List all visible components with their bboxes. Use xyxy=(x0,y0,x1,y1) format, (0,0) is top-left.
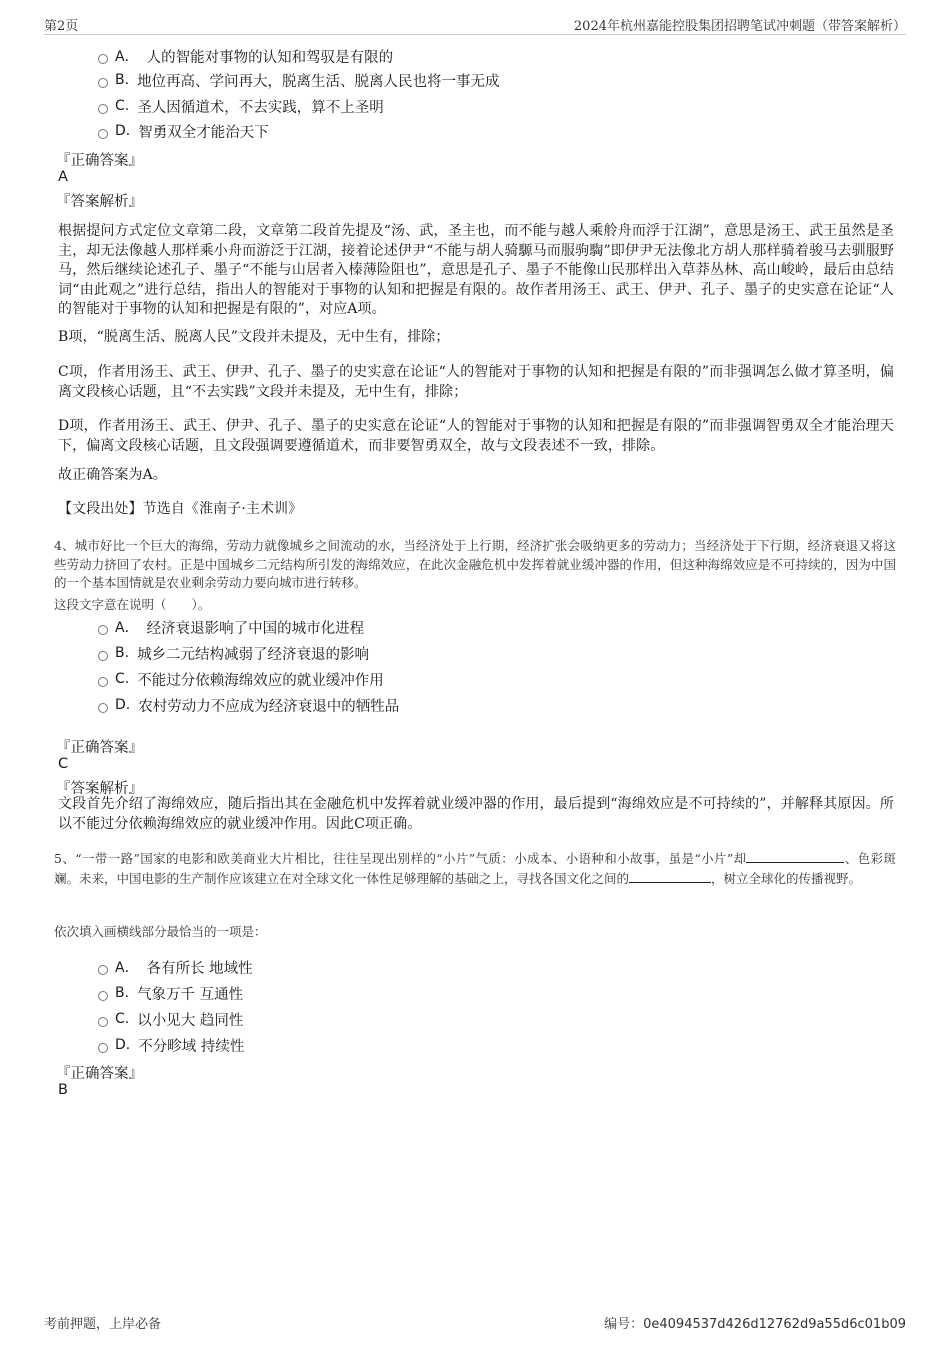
radio-icon[interactable] xyxy=(98,703,108,713)
radio-icon[interactable] xyxy=(98,965,108,975)
option-text: 气象万千 互通性 xyxy=(137,986,244,1003)
q4-option-a[interactable] xyxy=(98,617,364,637)
option-letter: D. xyxy=(115,1037,131,1053)
fill-blank-1 xyxy=(746,849,844,863)
document-title: 2024年杭州嘉能控股集团招聘笔试冲刺题（带答案解析） xyxy=(573,19,906,34)
option-text: 经济衰退影响了中国的城市化进程 xyxy=(146,620,365,637)
q4-option-d[interactable] xyxy=(98,695,399,715)
option-letter: B. xyxy=(115,72,130,88)
footer-slogan: 考前押题，上岸必备 xyxy=(44,1317,162,1332)
q5-stem xyxy=(54,849,896,888)
q5-option-d[interactable] xyxy=(98,1035,244,1055)
q5-option-b[interactable] xyxy=(98,983,243,1003)
fill-blank-2 xyxy=(629,869,711,883)
option-letter: C. xyxy=(115,671,130,687)
radio-icon[interactable] xyxy=(98,1043,108,1053)
option-letter: C. xyxy=(115,1011,130,1027)
q4-prompt: 这段文字意在说明（ ）。 xyxy=(54,597,211,612)
q3-analysis-paragraph: 根据提问方式定位文章第二段，文章第二段首先提及“汤、武，圣主也，而不能与越人乘舲舟而浮于江湖”，意思是汤王、武王虽然是圣主，却无法像越人那样乘小舟而游泛于江湖，接着论述伊尹“不能与胡人骑騵马而服驹騊”即伊尹无法像北方胡人那样骑着骏马去驯服野马，然后继续论述孔子、墨子“不能与山居者入榛薄险阻也”，意思是孔子、墨子不能像山民那样出入草莽丛林、高山峻岭，最后由总结词“由此观之”进行总结，指出人的智能对于事物的认知和把握是有限的。故作者用汤王、武王、伊尹、孔子、墨子的史实意在论证“人的智能对于事物的认知和把握是有限的”，对应A项。 xyxy=(58,223,894,317)
option-text: 不分畛域 持续性 xyxy=(138,1038,245,1055)
q5-answer-label: 『正确答案』 xyxy=(56,1066,143,1082)
q3-option-c[interactable] xyxy=(98,96,384,116)
q4-analysis-label: 『答案解析』 xyxy=(56,781,143,797)
q4-stem: 4、城市好比一个巨大的海绵，劳动力就像城乡之间流动的水，当经济处于上行期，经济扩张会吸纳更多的劳动力；当经济处于下行期，经济衰退又将这些劳动力挤回了农村。正是中国城乡二元结构所引发的海绵效应，在此次金融危机中发挥着就业缓冲器的作用，但这种海绵效应是不可持续的，因为中国的一个基本国情就是农业剩余劳动力要向城市进行转移。 xyxy=(54,538,896,590)
q3-analysis-label: 『答案解析』 xyxy=(56,194,143,210)
option-text: 不能过分依赖海绵效应的就业缓冲作用 xyxy=(137,672,384,689)
q3-option-b[interactable] xyxy=(98,70,500,90)
q5-option-a[interactable] xyxy=(98,957,253,977)
radio-icon[interactable] xyxy=(98,625,108,635)
radio-icon[interactable] xyxy=(98,104,108,114)
document-id xyxy=(604,1313,906,1332)
option-letter: B. xyxy=(115,645,130,661)
q3-analysis-paragraph: 故正确答案为A。 xyxy=(58,467,167,483)
q4-option-c[interactable] xyxy=(98,669,384,689)
radio-icon[interactable] xyxy=(98,651,108,661)
option-letter: D. xyxy=(115,697,131,713)
q3-option-a[interactable] xyxy=(98,46,393,66)
radio-icon[interactable] xyxy=(98,991,108,1001)
radio-icon[interactable] xyxy=(98,1017,108,1027)
header-divider xyxy=(44,34,906,35)
q4-option-b[interactable] xyxy=(98,643,369,663)
q5-prompt: 依次填入画横线部分最恰当的一项是： xyxy=(54,924,267,939)
q3-answer-label: 『正确答案』 xyxy=(56,153,143,169)
q3-analysis-paragraph: B项，“脱离生活、脱离人民”文段并未提及，无中生有，排除； xyxy=(58,329,450,345)
q4-answer: C xyxy=(58,756,69,772)
q4-analysis: 文段首先介绍了海绵效应，随后指出其在金融危机中发挥着就业缓冲器的作用，最后提到“海绵效应是不可持续的”，并解释其原因。所以不能过分依赖海绵效应的就业缓冲作用。因此C项正确。 xyxy=(58,796,894,832)
option-text: 各有所长 地域性 xyxy=(146,960,253,977)
radio-icon[interactable] xyxy=(98,129,108,139)
option-letter: D. xyxy=(115,123,131,139)
q5-stem-text: 5、“一带一路”国家的电影和欧美商业大片相比，往往呈现出别样的“小片”气质：小成本、小语种和小故事，虽是“小片”却 xyxy=(54,851,747,866)
option-text: 人的智能对事物的认知和驾驭是有限的 xyxy=(146,49,394,66)
page-number: 第2页 xyxy=(44,19,79,34)
q5-answer: B xyxy=(58,1082,68,1098)
q4-answer-label: 『正确答案』 xyxy=(56,740,143,756)
option-letter: B. xyxy=(115,985,130,1001)
radio-icon[interactable] xyxy=(98,677,108,687)
q5-stem-text: ，树立全球化的传播视野。 xyxy=(711,870,862,886)
option-letter: A． xyxy=(115,960,139,976)
option-text: 以小见大 趋同性 xyxy=(137,1012,244,1029)
q3-analysis-paragraph: D项，作者用汤王、武王、伊尹、孔子、墨子的史实意在论证“人的智能对于事物的认知和把握是有限的”而非强调智勇双全才能治理天下，偏离文段核心话题，且文段强调要遵循道术，而非要智勇双全，故与文段表述不一致，排除。 xyxy=(58,418,894,454)
document-id-label: 编号： xyxy=(604,1317,644,1332)
q5-option-c[interactable] xyxy=(98,1009,243,1029)
radio-icon[interactable] xyxy=(98,54,108,64)
option-letter: A． xyxy=(115,620,139,636)
option-text: 地位再高、学问再大，脱离生活、脱离人民也将一事无成 xyxy=(137,73,500,90)
option-text: 智勇双全才能治天下 xyxy=(138,124,269,141)
option-text: 城乡二元结构减弱了经济衰退的影响 xyxy=(137,646,370,663)
document-id-value: 0e4094537d426d12762d9a55d6c01b09 xyxy=(643,1317,906,1332)
option-text: 农村劳动力不应成为经济衰退中的牺牲品 xyxy=(138,698,400,715)
q3-source: 【文段出处】节选自《淮南子·主术训》 xyxy=(58,501,303,517)
option-letter: C. xyxy=(115,98,130,114)
q3-answer: A xyxy=(58,169,68,185)
q3-analysis-paragraph: C项，作者用汤王、武王、伊尹、孔子、墨子的史实意在论证“人的智能对于事物的认知和把握是有限的”而非强调怎么做才算圣明，偏离文段核心话题，且“不去实践”文段并未提及，无中生有，排除； xyxy=(58,364,894,400)
q3-option-d[interactable] xyxy=(98,121,269,141)
radio-icon[interactable] xyxy=(98,78,108,88)
option-letter: A． xyxy=(115,49,139,65)
option-text: 圣人因循道术，不去实践，算不上圣明 xyxy=(137,99,384,116)
q5-stem-text: 、色彩斑斓。未来，中国电影的生产制作应该建立在对全球文化一体性足够理解的基础之上，寻找各国文化之间的 xyxy=(54,851,896,886)
